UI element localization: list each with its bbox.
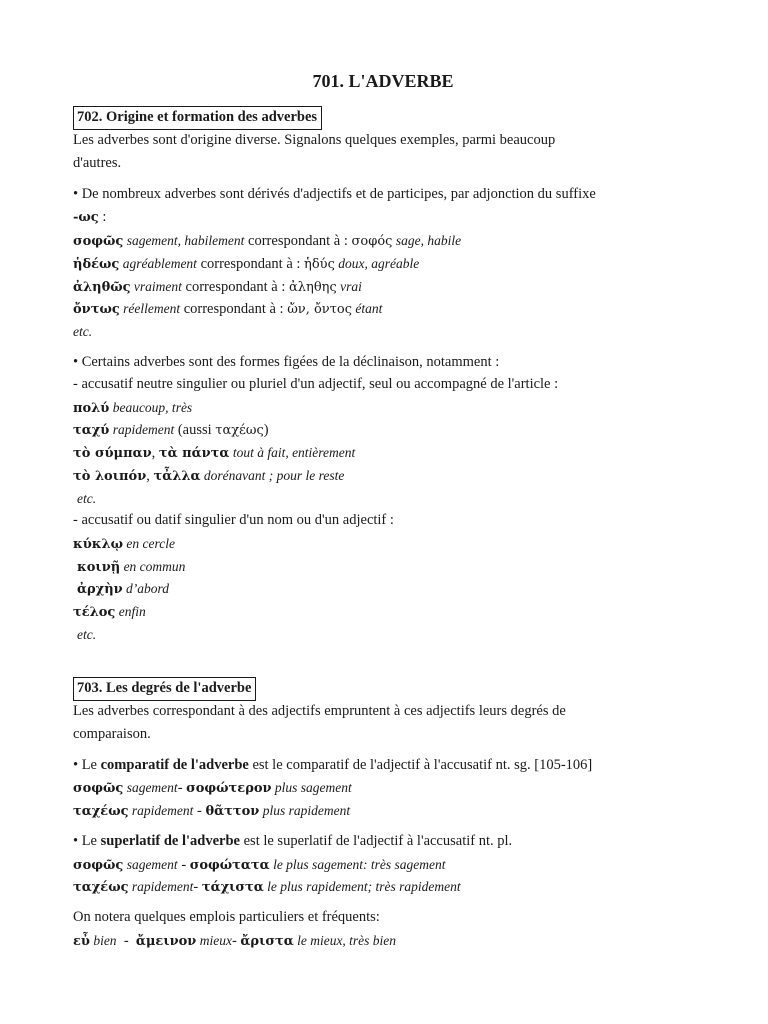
etc-line: etc. [77, 491, 97, 506]
page-title: 701. L'ADVERBE [312, 71, 454, 91]
example-line: σοφῶς sagement- σοφώτερον plus sagement [73, 780, 352, 796]
example-line: ἀληθῶς vraiment correspondant à : ἀληθης vrai [73, 279, 362, 295]
paragraph-line: On notera quelques emplois particuliers et fréquents: [73, 909, 380, 925]
example-line: ἡδέως agréablement correspondant à : ἡδύς doux, agréable [73, 256, 420, 272]
paragraph-line: - accusatif ou datif singulier d'un nom ou d'un adjectif : [73, 512, 394, 528]
example-line: κοινῇ en commun [77, 559, 186, 575]
example-line: τὸ λοιπόν, τἆλλα dorénavant ; pour le reste [73, 468, 345, 484]
paragraph-line: • Certains adverbes sont des formes figées de la déclinaison, notamment : [73, 354, 500, 370]
example-line: σοφῶς sagement, habilement correspondant à : σοφός sage, habile [73, 233, 462, 249]
example-line: ταχύ rapidement (aussi ταχέως) [73, 422, 269, 438]
paragraph-line: d'autres. [73, 155, 122, 171]
example-line: ἀρχὴν d’abord [77, 581, 170, 597]
example-line: σοφῶς sagement - σοφώτατα le plus sagement: très sagement [73, 857, 446, 873]
example-line: τέλος enfin [73, 604, 146, 620]
greek-suffix: -ως [73, 210, 99, 225]
paragraph-line: • De nombreux adverbes sont dérivés d'adjectifs et de participes, par adjonction du suffixe [73, 186, 596, 202]
example-line: κύκλῳ en cercle [73, 536, 175, 552]
example-line: ταχέως rapidement - θᾶττον plus rapidement [73, 803, 351, 819]
paragraph-line: Les adverbes sont d'origine diverse. Signalons quelques exemples, parmi beaucoup [73, 132, 556, 148]
example-line: πολύ beaucoup, très [73, 400, 193, 416]
etc-line: etc. [77, 627, 97, 642]
example-line: ταχέως rapidement- τάχιστα le plus rapidement; très rapidement [73, 879, 461, 895]
etc-line: etc. [73, 324, 93, 339]
paragraph-line: - accusatif neutre singulier ou pluriel d'un adjectif, seul ou accompagné de l'article : [73, 376, 559, 392]
paragraph-line: Les adverbes correspondant à des adjectifs empruntent à ces adjectifs leurs degrés de [73, 703, 566, 719]
paragraph-line: comparaison. [73, 726, 151, 742]
section-703-heading: 703. Les degrés de l'adverbe [73, 677, 256, 701]
suffix-line: -ως : [73, 209, 107, 225]
example-line: εὖ bien - ἄμεινον mieux- ἄριστα le mieux, très bien [73, 933, 397, 949]
paragraph-line: • Le superlatif de l'adverbe est le superlatif de l'adjectif à l'accusatif nt. pl. [73, 833, 513, 849]
example-line: τὸ σύμπαν, τὰ πάντα tout à fait, entièrement [73, 445, 356, 461]
section-702-heading: 702. Origine et formation des adverbes [73, 106, 322, 130]
example-line: ὄντως réellement correspondant à : ὤν, ὄντος étant [73, 301, 383, 317]
paragraph-line: • Le comparatif de l'adverbe est le comparatif de l'adjectif à l'accusatif nt. sg. [105-106] [73, 757, 593, 773]
